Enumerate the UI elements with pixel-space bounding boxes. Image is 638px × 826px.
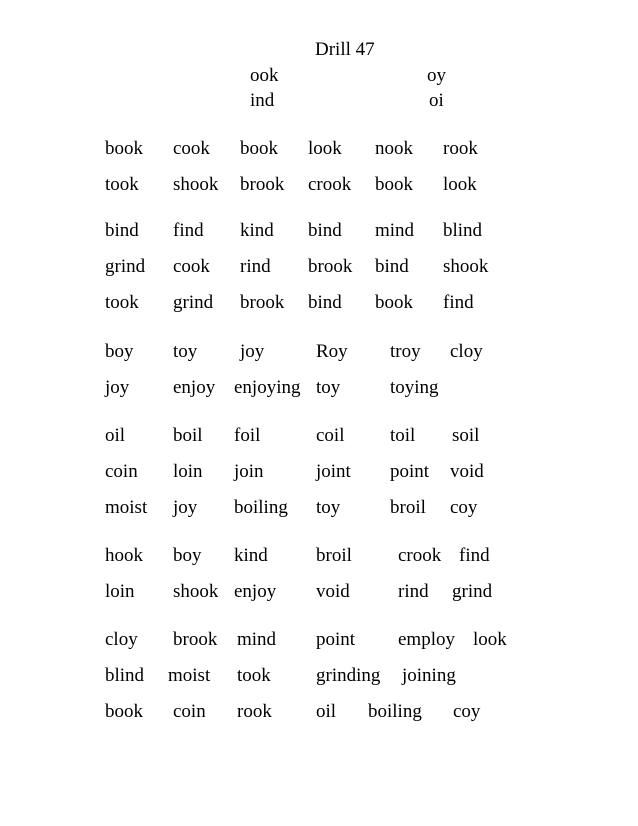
drill-word: enjoying [234, 377, 301, 398]
drill-word: brook [308, 256, 353, 277]
drill-word: join [234, 461, 264, 482]
drill-word: book [240, 138, 278, 159]
drill-word: toil [390, 425, 416, 446]
drill-word: grind [173, 292, 214, 313]
drill-word: broil [390, 497, 426, 518]
drill-word: coin [173, 701, 206, 722]
drill-word: boy [105, 341, 134, 362]
drill-word: book [105, 701, 143, 722]
drill-word: point [316, 629, 356, 650]
drill-word: joining [402, 665, 456, 686]
drill-word: blind [443, 220, 483, 241]
drill-word: joint [316, 461, 351, 482]
drill-word: grinding [316, 665, 381, 686]
drill-word: cook [173, 138, 210, 159]
drill-word: kind [240, 220, 274, 241]
drill-word: mind [237, 629, 277, 650]
drill-word: find [173, 220, 204, 241]
drill-word: took [105, 174, 139, 195]
drill-word: rook [443, 138, 478, 159]
drill-word: book [105, 138, 143, 159]
drill-word: rind [240, 256, 271, 277]
drill-word: coin [105, 461, 138, 482]
drill-word: toy [316, 377, 341, 398]
drill-word: oil [316, 701, 337, 722]
drill-word: shook [443, 256, 489, 277]
drill-word: brook [240, 292, 285, 313]
drill-word: enjoy [173, 377, 216, 398]
drill-word: toy [316, 497, 341, 518]
drill-word: bind [105, 220, 139, 241]
drill-word: took [105, 292, 139, 313]
drill-word: broil [316, 545, 352, 566]
drill-word: toy [173, 341, 198, 362]
drill-word: toying [390, 377, 439, 398]
drill-word: find [459, 545, 490, 566]
drill-word: employ [398, 629, 455, 650]
drill-word: troy [390, 341, 421, 362]
drill-word: cloy [450, 341, 483, 362]
drill-word: coy [450, 497, 478, 518]
drill-word: crook [398, 545, 442, 566]
pattern-ook: ook [250, 65, 279, 86]
drill-word: shook [173, 174, 219, 195]
drill-word: point [390, 461, 430, 482]
drill-word: shook [173, 581, 219, 602]
drill-word: brook [173, 629, 218, 650]
drill-word: soil [452, 425, 480, 446]
pattern-ind: ind [250, 90, 275, 111]
drill-word: void [450, 461, 484, 482]
drill-word: mind [375, 220, 415, 241]
drill-word: grind [105, 256, 146, 277]
drill-word: boil [173, 425, 203, 446]
drill-word: joy [173, 497, 198, 518]
drill-word: look [443, 174, 477, 195]
drill-word: loin [173, 461, 203, 482]
pattern-oy: oy [427, 65, 446, 86]
drill-word: took [237, 665, 271, 686]
drill-word: enjoy [234, 581, 277, 602]
drill-word: find [443, 292, 474, 313]
drill-word: cloy [105, 629, 138, 650]
drill-word: look [308, 138, 342, 159]
drill-word: joy [105, 377, 130, 398]
drill-word: kind [234, 545, 268, 566]
drill-word: bind [308, 292, 342, 313]
drill-word: bind [375, 256, 409, 277]
drill-word: coil [316, 425, 345, 446]
drill-word: blind [105, 665, 145, 686]
drill-word: boiling [368, 701, 422, 722]
drill-word: coy [453, 701, 481, 722]
drill-word: rind [398, 581, 429, 602]
drill-word: loin [105, 581, 135, 602]
drill-word: grind [452, 581, 493, 602]
drill-title: Drill 47 [315, 39, 375, 60]
drill-word: brook [240, 174, 285, 195]
drill-word: oil [105, 425, 126, 446]
pattern-oi: oi [429, 90, 444, 111]
drill-word: moist [105, 497, 148, 518]
drill-word: boiling [234, 497, 288, 518]
drill-word: bind [308, 220, 342, 241]
drill-word: moist [168, 665, 211, 686]
drill-word: hook [105, 545, 143, 566]
drill-word: look [473, 629, 507, 650]
drill-word: book [375, 174, 413, 195]
drill-word: rook [237, 701, 272, 722]
drill-word: crook [308, 174, 352, 195]
drill-word: Roy [316, 341, 348, 362]
drill-word: boy [173, 545, 202, 566]
drill-word: book [375, 292, 413, 313]
drill-word: foil [234, 425, 261, 446]
drill-word: void [316, 581, 350, 602]
drill-word: joy [240, 341, 265, 362]
drill-word: cook [173, 256, 210, 277]
drill-word: nook [375, 138, 413, 159]
